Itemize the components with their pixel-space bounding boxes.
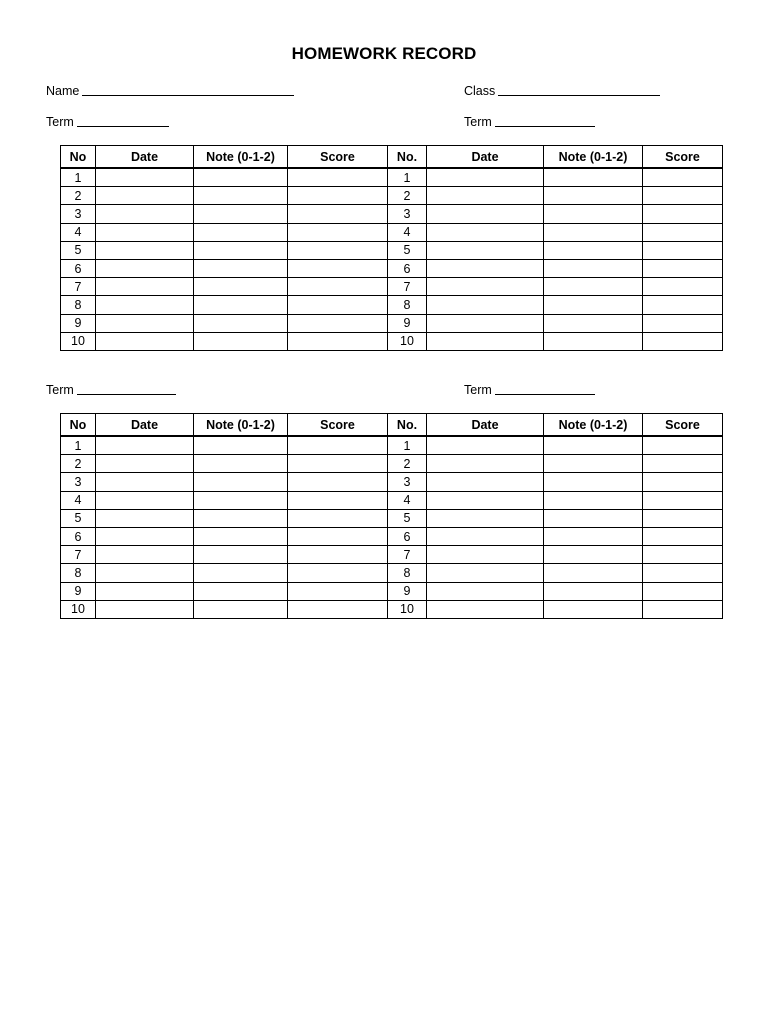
note-cell[interactable] <box>544 259 643 277</box>
note-cell[interactable] <box>194 332 288 350</box>
date-cell[interactable] <box>427 491 544 509</box>
note-cell[interactable] <box>544 473 643 491</box>
score-cell[interactable] <box>643 527 723 545</box>
row-number-left: 7 <box>61 278 96 296</box>
date-cell[interactable] <box>427 436 544 455</box>
score-cell[interactable] <box>288 527 388 545</box>
row-number-left: 3 <box>61 473 96 491</box>
date-cell[interactable] <box>427 241 544 259</box>
row-number-right: 5 <box>388 509 427 527</box>
score-cell[interactable] <box>643 168 723 187</box>
date-cell[interactable] <box>427 259 544 277</box>
date-cell[interactable] <box>96 332 194 350</box>
date-cell[interactable] <box>96 473 194 491</box>
row-number-left: 1 <box>61 436 96 455</box>
table-row <box>61 223 723 241</box>
score-cell[interactable] <box>288 223 388 241</box>
note-cell[interactable] <box>544 582 643 600</box>
note-cell[interactable] <box>194 296 288 314</box>
note-cell[interactable] <box>544 509 643 527</box>
column-header: No <box>61 414 96 437</box>
date-cell[interactable] <box>96 296 194 314</box>
term-field-2[interactable] <box>464 115 595 129</box>
table-row <box>61 278 723 296</box>
table-body <box>61 168 723 350</box>
row-number-left: 9 <box>61 582 96 600</box>
date-cell[interactable] <box>96 168 194 187</box>
row-number-right: 3 <box>388 205 427 223</box>
column-header: No. <box>388 414 427 437</box>
note-cell[interactable] <box>544 436 643 455</box>
table-row <box>61 332 723 350</box>
note-cell[interactable] <box>194 241 288 259</box>
note-cell[interactable] <box>544 278 643 296</box>
date-cell[interactable] <box>427 168 544 187</box>
row-number-right: 6 <box>388 527 427 545</box>
row-number-right: 9 <box>388 582 427 600</box>
score-cell[interactable] <box>643 582 723 600</box>
note-cell[interactable] <box>194 455 288 473</box>
note-cell[interactable] <box>194 259 288 277</box>
row-number-right: 9 <box>388 314 427 332</box>
note-cell[interactable] <box>194 582 288 600</box>
row-number-left: 6 <box>61 527 96 545</box>
note-cell[interactable] <box>194 600 288 618</box>
score-cell[interactable] <box>288 436 388 455</box>
class-field[interactable] <box>464 84 660 98</box>
note-cell[interactable] <box>194 278 288 296</box>
column-header: Date <box>427 414 544 437</box>
name-label: Name <box>46 84 80 98</box>
score-cell[interactable] <box>643 223 723 241</box>
row-number-right: 6 <box>388 259 427 277</box>
score-cell[interactable] <box>643 546 723 564</box>
page-title: HOMEWORK RECORD <box>291 44 477 63</box>
score-cell[interactable] <box>288 296 388 314</box>
date-cell[interactable] <box>427 332 544 350</box>
score-cell[interactable] <box>643 187 723 205</box>
class-line[interactable] <box>498 94 660 96</box>
row-number-right: 7 <box>388 546 427 564</box>
note-cell[interactable] <box>194 509 288 527</box>
row-number-right: 8 <box>388 564 427 582</box>
table-row <box>61 473 723 491</box>
term-label: Term <box>464 115 492 129</box>
row-number-right: 5 <box>388 241 427 259</box>
date-cell[interactable] <box>96 436 194 455</box>
column-header: Score <box>288 146 388 169</box>
score-cell[interactable] <box>288 582 388 600</box>
score-cell[interactable] <box>288 455 388 473</box>
score-cell[interactable] <box>643 205 723 223</box>
name-field[interactable] <box>46 84 294 98</box>
term-line[interactable] <box>495 393 595 395</box>
term-label: Term <box>46 115 74 129</box>
row-number-left: 4 <box>61 223 96 241</box>
column-header: Note (0-1-2) <box>194 414 288 437</box>
note-cell[interactable] <box>544 491 643 509</box>
date-cell[interactable] <box>96 223 194 241</box>
column-header: Note (0-1-2) <box>544 146 643 169</box>
table-row <box>61 259 723 277</box>
row-number-right: 4 <box>388 223 427 241</box>
score-cell[interactable] <box>288 491 388 509</box>
term-field-4[interactable] <box>464 383 595 397</box>
row-number-left: 5 <box>61 509 96 527</box>
score-cell[interactable] <box>643 314 723 332</box>
note-cell[interactable] <box>544 564 643 582</box>
note-cell[interactable] <box>194 314 288 332</box>
table-body <box>61 436 723 618</box>
table-row <box>61 296 723 314</box>
note-cell[interactable] <box>194 168 288 187</box>
date-cell[interactable] <box>427 582 544 600</box>
note-cell[interactable] <box>194 205 288 223</box>
row-number-right: 10 <box>388 600 427 618</box>
row-number-right: 7 <box>388 278 427 296</box>
table-header-row <box>61 414 723 437</box>
date-cell[interactable] <box>96 259 194 277</box>
date-cell[interactable] <box>96 600 194 618</box>
note-cell[interactable] <box>194 187 288 205</box>
table-row <box>61 187 723 205</box>
note-cell[interactable] <box>544 205 643 223</box>
row-number-right: 2 <box>388 187 427 205</box>
column-header: Score <box>643 414 723 437</box>
score-cell[interactable] <box>643 600 723 618</box>
term-label: Term <box>464 383 492 397</box>
table-row <box>61 527 723 545</box>
row-number-left: 7 <box>61 546 96 564</box>
table-header-row <box>61 146 723 169</box>
date-cell[interactable] <box>96 278 194 296</box>
column-header: Note (0-1-2) <box>544 414 643 437</box>
term-field-3[interactable] <box>46 383 176 397</box>
column-header: No <box>61 146 96 169</box>
date-cell[interactable] <box>96 564 194 582</box>
table-row <box>61 491 723 509</box>
table-row <box>61 168 723 187</box>
date-cell[interactable] <box>427 546 544 564</box>
row-number-left: 8 <box>61 564 96 582</box>
date-cell[interactable] <box>96 241 194 259</box>
row-number-left: 10 <box>61 600 96 618</box>
score-cell[interactable] <box>288 600 388 618</box>
column-header: Note (0-1-2) <box>194 146 288 169</box>
note-cell[interactable] <box>544 314 643 332</box>
date-cell[interactable] <box>427 527 544 545</box>
table-row <box>61 564 723 582</box>
note-cell[interactable] <box>194 491 288 509</box>
row-number-left: 2 <box>61 187 96 205</box>
row-number-right: 2 <box>388 455 427 473</box>
score-cell[interactable] <box>288 259 388 277</box>
table-row <box>61 582 723 600</box>
date-cell[interactable] <box>427 600 544 618</box>
note-cell[interactable] <box>194 223 288 241</box>
date-cell[interactable] <box>96 314 194 332</box>
row-number-left: 6 <box>61 259 96 277</box>
note-cell[interactable] <box>194 473 288 491</box>
row-number-right: 8 <box>388 296 427 314</box>
note-cell[interactable] <box>544 455 643 473</box>
row-number-left: 10 <box>61 332 96 350</box>
row-number-right: 4 <box>388 491 427 509</box>
note-cell[interactable] <box>544 332 643 350</box>
date-cell[interactable] <box>427 509 544 527</box>
score-cell[interactable] <box>288 205 388 223</box>
term-line[interactable] <box>77 125 169 127</box>
note-cell[interactable] <box>544 223 643 241</box>
term-label: Term <box>46 383 74 397</box>
note-cell[interactable] <box>544 296 643 314</box>
date-cell[interactable] <box>96 187 194 205</box>
score-cell[interactable] <box>288 314 388 332</box>
note-cell[interactable] <box>194 527 288 545</box>
column-header: Date <box>427 146 544 169</box>
date-cell[interactable] <box>427 187 544 205</box>
score-cell[interactable] <box>288 168 388 187</box>
date-cell[interactable] <box>96 509 194 527</box>
table-row <box>61 509 723 527</box>
row-number-right: 10 <box>388 332 427 350</box>
name-line[interactable] <box>82 94 294 96</box>
note-cell[interactable] <box>194 546 288 564</box>
table-row <box>61 436 723 455</box>
row-number-left: 2 <box>61 455 96 473</box>
table-row <box>61 314 723 332</box>
date-cell[interactable] <box>427 296 544 314</box>
row-number-right: 3 <box>388 473 427 491</box>
score-cell[interactable] <box>288 546 388 564</box>
table-row <box>61 455 723 473</box>
date-cell[interactable] <box>427 473 544 491</box>
score-cell[interactable] <box>288 241 388 259</box>
date-cell[interactable] <box>96 546 194 564</box>
score-cell[interactable] <box>288 278 388 296</box>
note-cell[interactable] <box>544 168 643 187</box>
date-cell[interactable] <box>427 223 544 241</box>
row-number-right: 1 <box>388 436 427 455</box>
date-cell[interactable] <box>96 582 194 600</box>
score-cell[interactable] <box>643 455 723 473</box>
class-label: Class <box>464 84 496 98</box>
date-cell[interactable] <box>427 278 544 296</box>
record-table-2 <box>60 413 723 619</box>
table-row <box>61 241 723 259</box>
note-cell[interactable] <box>194 436 288 455</box>
date-cell[interactable] <box>96 455 194 473</box>
note-cell[interactable] <box>544 600 643 618</box>
date-cell[interactable] <box>427 314 544 332</box>
row-number-right: 1 <box>388 168 427 187</box>
score-cell[interactable] <box>643 473 723 491</box>
score-cell[interactable] <box>288 473 388 491</box>
score-cell[interactable] <box>288 564 388 582</box>
row-number-left: 9 <box>61 314 96 332</box>
row-number-left: 5 <box>61 241 96 259</box>
note-cell[interactable] <box>544 241 643 259</box>
note-cell[interactable] <box>544 187 643 205</box>
column-header: Date <box>96 146 194 169</box>
score-cell[interactable] <box>643 491 723 509</box>
date-cell[interactable] <box>96 527 194 545</box>
date-cell[interactable] <box>427 455 544 473</box>
score-cell[interactable] <box>643 564 723 582</box>
row-number-left: 8 <box>61 296 96 314</box>
row-number-left: 4 <box>61 491 96 509</box>
note-cell[interactable] <box>544 527 643 545</box>
score-cell[interactable] <box>288 187 388 205</box>
column-header: Date <box>96 414 194 437</box>
date-cell[interactable] <box>96 205 194 223</box>
column-header: No. <box>388 146 427 169</box>
column-header: Score <box>288 414 388 437</box>
column-header: Score <box>643 146 723 169</box>
date-cell[interactable] <box>427 205 544 223</box>
table-row <box>61 546 723 564</box>
table-row <box>61 600 723 618</box>
record-table-1 <box>60 145 723 351</box>
note-cell[interactable] <box>194 564 288 582</box>
score-cell[interactable] <box>288 332 388 350</box>
term-line[interactable] <box>77 393 176 395</box>
score-cell[interactable] <box>643 259 723 277</box>
score-cell[interactable] <box>288 509 388 527</box>
row-number-left: 3 <box>61 205 96 223</box>
score-cell[interactable] <box>643 296 723 314</box>
score-cell[interactable] <box>643 509 723 527</box>
score-cell[interactable] <box>643 332 723 350</box>
date-cell[interactable] <box>427 564 544 582</box>
score-cell[interactable] <box>643 436 723 455</box>
date-cell[interactable] <box>96 491 194 509</box>
score-cell[interactable] <box>643 278 723 296</box>
table-row <box>61 205 723 223</box>
term-field-1[interactable] <box>46 115 169 129</box>
term-line[interactable] <box>495 125 595 127</box>
note-cell[interactable] <box>544 546 643 564</box>
row-number-left: 1 <box>61 168 96 187</box>
score-cell[interactable] <box>643 241 723 259</box>
